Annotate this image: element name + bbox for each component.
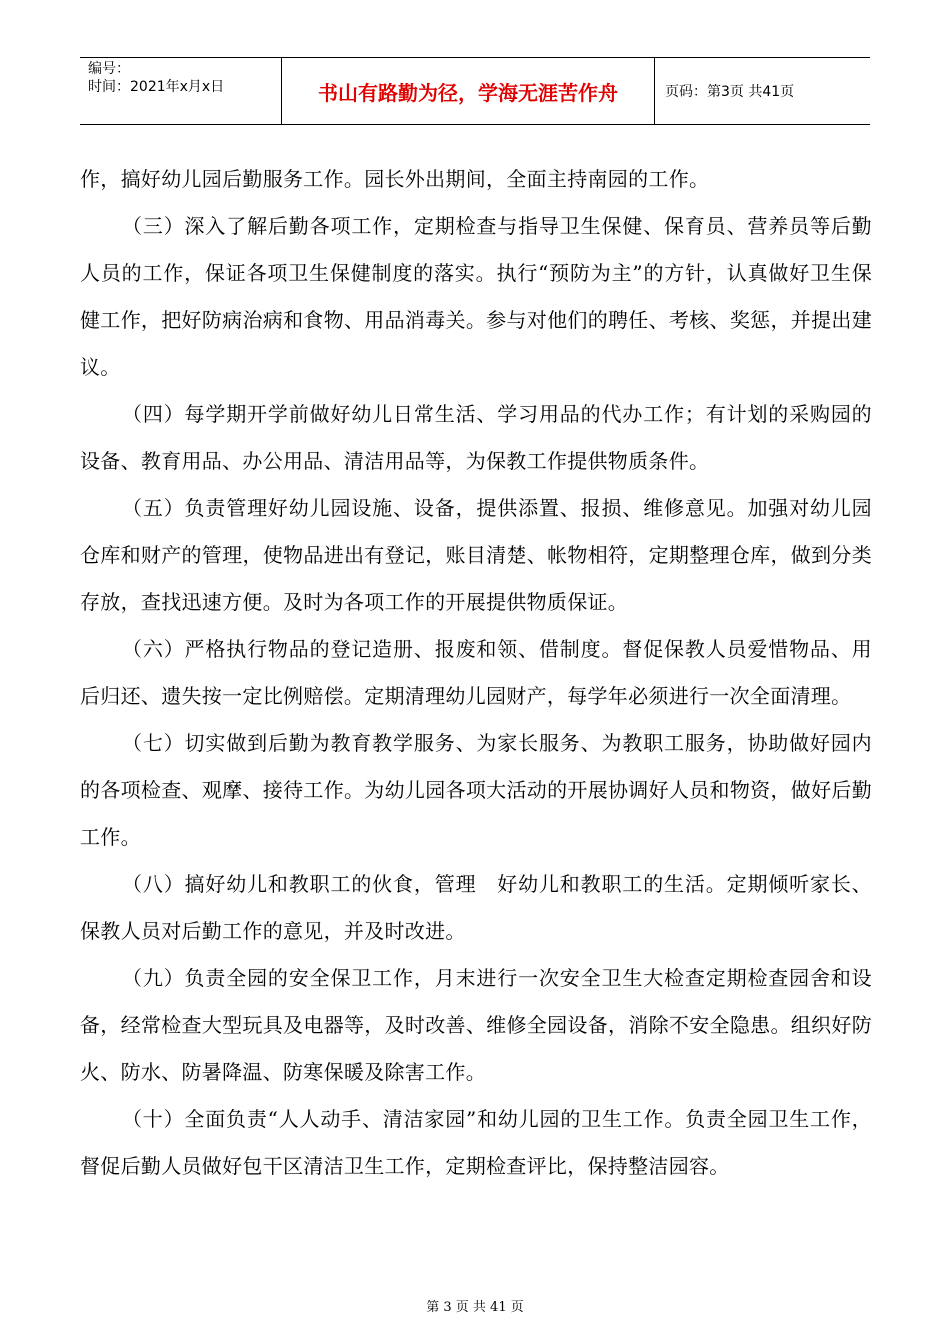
paragraph-continued: 作，搞好幼儿园后勤服务工作。园长外出期间，全面主持南园的工作。 (80, 167, 710, 191)
document-time-label: 时间：2021年x月x日 (88, 79, 225, 95)
header-motto: 书山有路勤为径，学海无涯苦作舟 (282, 58, 655, 124)
document-header (80, 57, 870, 125)
paragraph-item-4: （四）每学期开学前做好幼儿日常生活、学习用品的代办工作；有计划的采购园的设备、教育用品、办公用品、清洁用品等，为保教工作提供物质条件。 (80, 402, 872, 473)
paragraph-item-8: （八）搞好幼儿和教职工的伙食，管理 好幼儿和教职工的生活。定期倾听家长、保教人员对后勤工作的意见，并及时改进。 (80, 872, 872, 943)
paragraph-item-10: （十）全面负责“人人动手、清洁家园”和幼儿园的卫生工作。负责全园卫生工作，督促后勤人员做好包干区清洁卫生工作，定期检查评比，保持整洁园容。 (80, 1107, 872, 1178)
document-body (80, 156, 872, 1190)
paragraph-item-3: （三）深入了解后勤各项工作，定期检查与指导卫生保健、保育员、营养员等后勤人员的工作，保证各项卫生保健制度的落实。执行“预防为主”的方针，认真做好卫生保健工作，把好防病治病和食物、用品消毒关。参与对他们的聘任、考核、奖惩，并提出建议。 (80, 214, 872, 379)
header-meta (80, 58, 282, 124)
paragraph-item-5: （五）负责管理好幼儿园设施、设备，提供添置、报损、维修意见。加强对幼儿园仓库和财产的管理，使物品进出有登记，账目清楚、帐物相符，定期整理仓库，做到分类存放，查找迅速方便。及时为各项工作的开展提供物质保证。 (80, 496, 872, 614)
footer-page-number: 第 3 页 共 41 页 (426, 1300, 524, 1315)
page-footer (0, 1296, 950, 1315)
paragraph-item-6: （六）严格执行物品的登记造册、报废和领、借制度。督促保教人员爱惜物品、用后归还、遗失按一定比例赔偿。定期清理幼儿园财产，每学年必须进行一次全面清理。 (80, 637, 872, 708)
document-number-label: 编号： (88, 61, 130, 77)
paragraph-item-7: （七）切实做到后勤为教育教学服务、为家长服务、为教职工服务，协助做好园内的各项检查、观摩、接待工作。为幼儿园各项大活动的开展协调好人员和物资，做好后勤工作。 (80, 731, 872, 849)
header-page-info: 页码：第3页 共41页 (665, 84, 795, 100)
paragraph-item-9: （九）负责全园的安全保卫工作，月末进行一次安全卫生大检查定期检查园舍和设备，经常检查大型玩具及电器等，及时改善、维修全园设备，消除不安全隐患。组织好防火、防水、防暑降温、防寒保暖及除害工作。 (80, 966, 872, 1084)
